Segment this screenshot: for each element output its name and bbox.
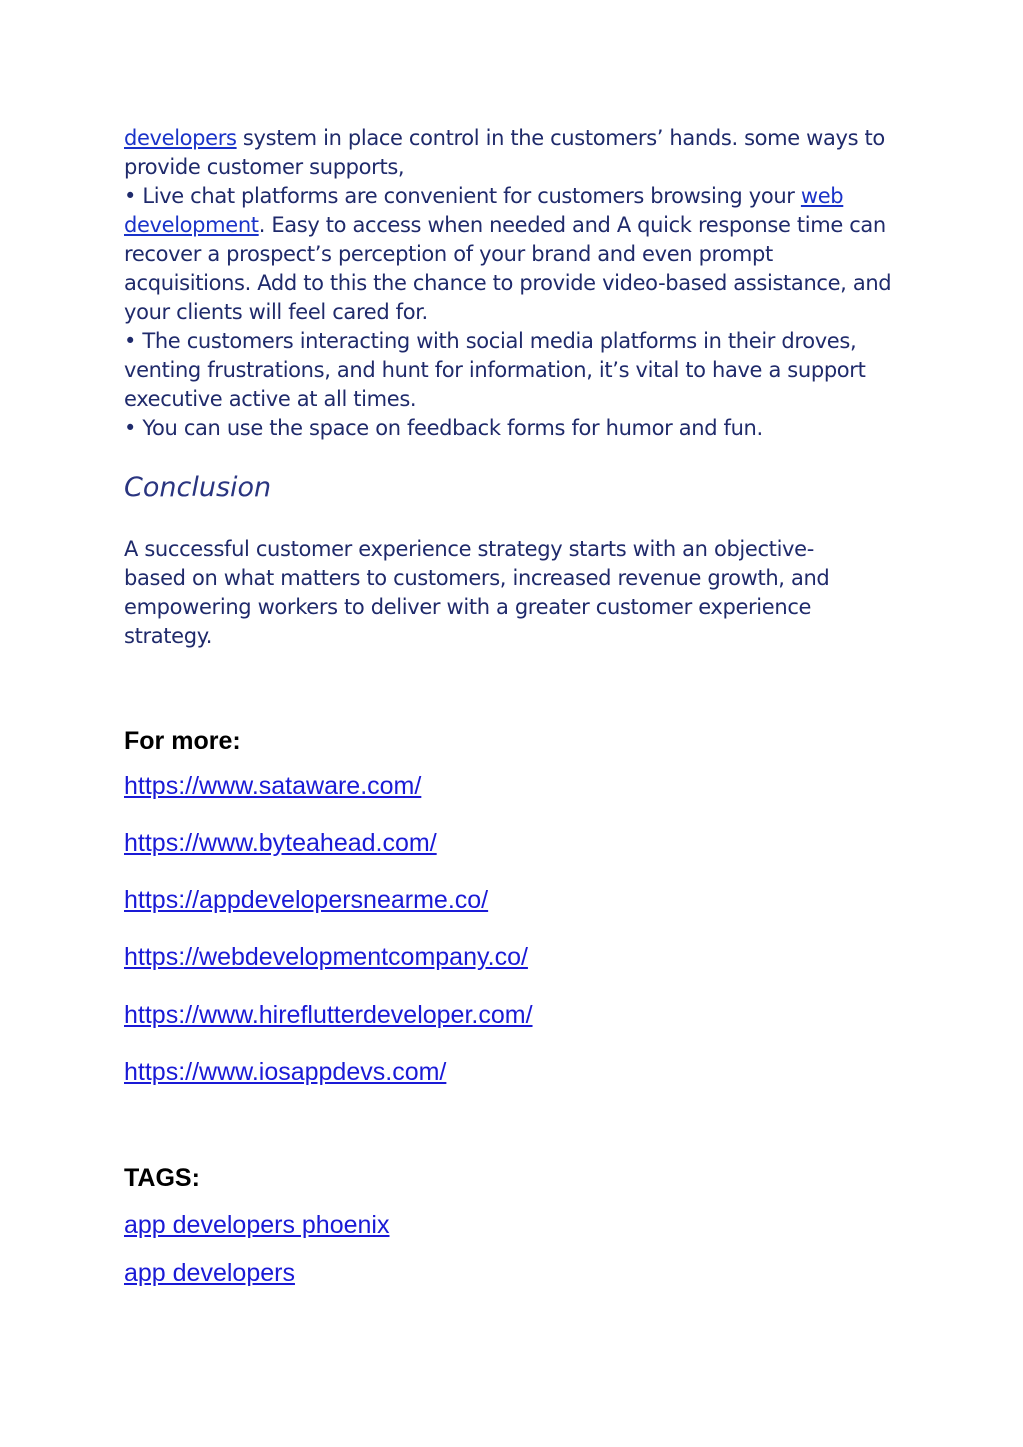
conclusion-heading: Conclusion [124,472,272,503]
for-more-label: For more: [124,727,241,755]
tags-label: TAGS: [124,1164,200,1192]
conclusion-paragraph: A successful customer experience strategy starts with an objective-based on what matters to customers, increased revenue growth, and empowering workers to deliver with a greater customer experience strategy. [124,537,830,648]
tag-app-developers-phoenix[interactable]: app developers phoenix [124,1211,390,1239]
link-appdevelopersnearme[interactable]: https://appdevelopersnearme.co/ [124,886,489,914]
link-byteahead[interactable]: https://www.byteahead.com/ [124,829,437,857]
link-webdevelopmentcompany[interactable]: https://webdevelopmentcompany.co/ [124,943,528,971]
web-development-link[interactable]: web development [124,184,844,237]
bullet-live-chat-end: . Easy to access when needed and A quick response time can recover a prospect’s perception of your brand and even prompt acquisitions. Add to this the chance to provide video-based assistance, and your clients will feel cared for. [124,213,892,324]
intro-text: system in place control in the customers’ hands. some ways to provide customer supports, [124,126,885,179]
link-hireflutterdeveloper[interactable]: https://www.hireflutterdeveloper.com/ [124,1001,533,1029]
bullet-social-media: • The customers interacting with social media platforms in their droves, venting frustrations, and hunt for information, it’s vital to have a support executive active at all times. [124,329,866,411]
tag-app-developers[interactable]: app developers [124,1259,295,1287]
bullet-feedback-forms: • You can use the space on feedback forms for humor and fun. [124,416,763,440]
link-iosappdevs[interactable]: https://www.iosappdevs.com/ [124,1058,447,1086]
intro-paragraph [124,124,904,443]
bullet-live-chat-start: • Live chat platforms are convenient for customers browsing your [124,184,801,208]
developers-link[interactable]: developers [124,126,237,150]
document-page [124,124,904,1287]
link-sataware[interactable]: https://www.sataware.com/ [124,772,422,800]
